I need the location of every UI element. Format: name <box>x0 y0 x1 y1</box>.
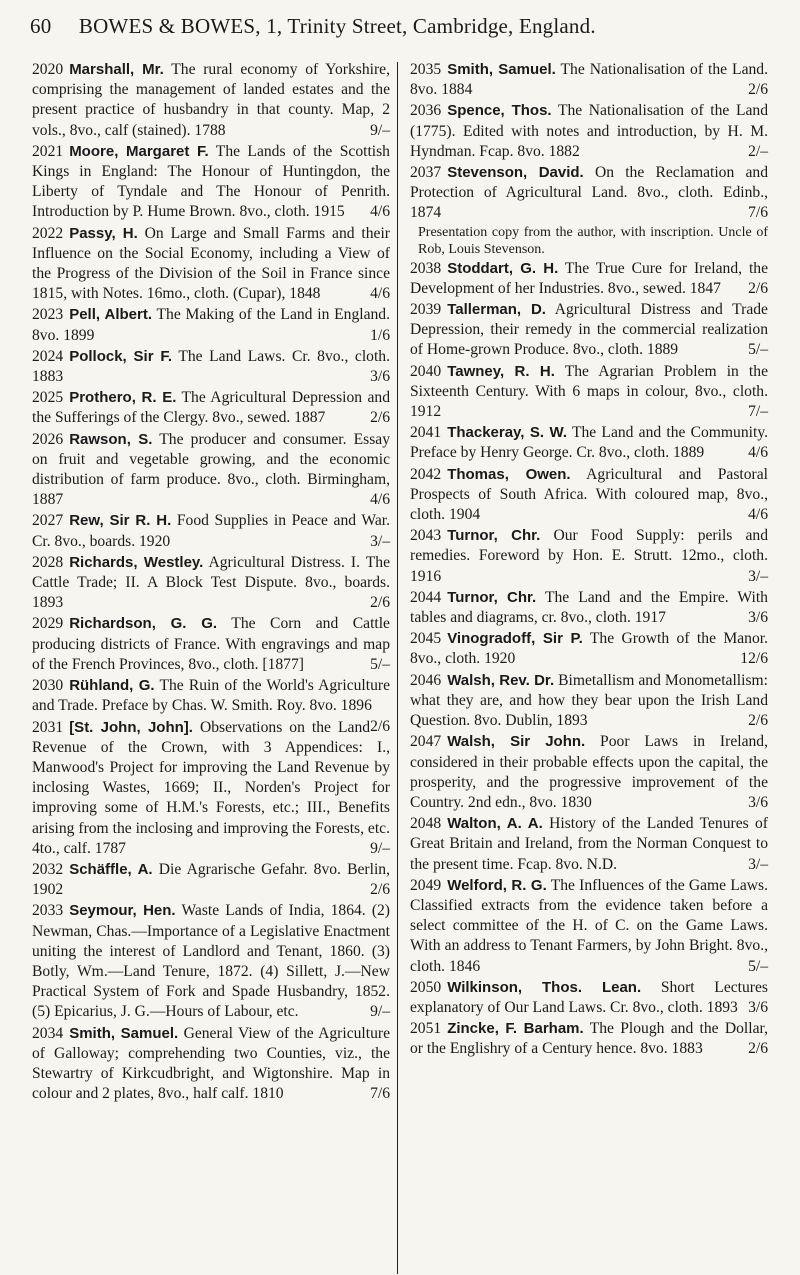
entry-author: Smith, Samuel. <box>69 1024 179 1042</box>
entry-author: Pollock, Sir F. <box>69 347 173 365</box>
entry-author: Walsh, Rev. Dr. <box>447 671 555 689</box>
entry-price: 9/– <box>370 839 390 857</box>
entry-price: 4/6 <box>370 203 390 221</box>
entry-author: Seymour, Hen. <box>69 902 176 920</box>
entry-number: 2038 <box>410 259 442 277</box>
entry-description: Food Supplies in Peace and War. Cr. 8vo., boards. 1920 <box>32 512 390 550</box>
entry-price: 4/6 <box>748 506 768 524</box>
entry-price: 2/6 <box>748 81 768 99</box>
catalogue-entry <box>32 347 390 387</box>
entry-price: 5/– <box>748 341 768 359</box>
entry-price: 3/6 <box>748 793 768 811</box>
left-column <box>32 60 390 1105</box>
catalogue-entry <box>32 901 390 1022</box>
entry-author: Moore, Margaret F. <box>69 142 209 160</box>
entry-number: 2029 <box>32 615 64 633</box>
catalogue-entry <box>410 362 768 423</box>
entry-price: 3/6 <box>748 998 768 1016</box>
entry-description: The Land and the Empire. With tables and diagrams, cr. 8vo., cloth. 1917 <box>410 588 768 627</box>
entry-author: Richardson, G. G. <box>69 615 218 633</box>
entry-author: Wilkinson, Thos. Lean. <box>447 978 642 996</box>
entry-description: The Plough and the Dollar, or the Englishry of a Century hence. 8vo. 1883 <box>410 1020 768 1058</box>
running-title: BOWES & BOWES, 1, Trinity Street, Cambridge, England. <box>78 14 596 38</box>
entry-price: 9/– <box>370 1003 390 1021</box>
entry-description: The Agrarian Problem in the Sixteenth Century. With 6 maps in colour, 8vo., cloth. 1912 <box>410 362 768 421</box>
entry-author: Tawney, R. H. <box>447 362 555 380</box>
entry-note: Presentation copy from the author, with inscription. Uncle of Rob, Louis Stevenson. <box>418 224 768 257</box>
entry-author: Vinogradoff, Sir P. <box>447 630 583 648</box>
entry-price: 12/6 <box>740 650 768 668</box>
entry-description: Die Agrarische Gefahr. 8vo. Berlin, 1902 <box>32 860 390 899</box>
entry-author: Richards, Westley. <box>69 553 204 571</box>
entry-author: Thackeray, S. W. <box>447 424 568 442</box>
catalogue-entry <box>410 423 768 463</box>
entry-price: 7/– <box>748 403 768 421</box>
entry-author: Pell, Albert. <box>69 306 153 324</box>
entry-number: 2036 <box>410 102 442 120</box>
entry-price: 2/6 <box>370 717 390 735</box>
catalogue-entry <box>410 588 768 628</box>
entry-number: 2051 <box>410 1020 442 1038</box>
catalogue-entry <box>32 860 390 900</box>
entry-description: Agricultural and Pastoral Prospects of South Africa. With coloured map, 8vo., cloth. 1904 <box>410 465 768 524</box>
entry-author: [St. John, John]. <box>69 718 193 736</box>
entry-number: 2043 <box>410 527 442 545</box>
catalogue-entry <box>32 305 390 345</box>
entry-price: 3/– <box>370 532 390 550</box>
entry-author: Walton, A. A. <box>447 815 543 833</box>
entry-author: Thomas, Owen. <box>447 465 571 483</box>
entry-number: 2046 <box>410 671 442 689</box>
entry-price: 7/6 <box>748 204 768 222</box>
entry-number: 2048 <box>410 815 442 833</box>
entry-description: Agricultural Distress and Trade Depression, their remedy in the commercial realization of Home-grown Produce. 8vo., cloth. 1889 <box>410 301 768 359</box>
entry-description: The Ruin of the World's Agriculture and Trade. Preface by Chas. W. Smith. Roy. 8vo. 1896 <box>32 677 390 715</box>
entry-description: Waste Lands of India, 1864. (2) Newman, Chas.—Importance of a Legislative Enactment uniting the interest of Landlord and Tenant, 1860. (3) Botly, Wm.—Land Tenure, 1872. (4) Sillett, J.—New Practical System of Fork and Spade Husbandry, 1852. (5) Epicarius, J. G.—Hours of Labour, etc. <box>32 902 390 1021</box>
catalogue-entry <box>32 553 390 614</box>
catalogue-entry <box>410 465 768 526</box>
catalogue-entry <box>32 142 390 223</box>
catalogue-entry <box>410 526 768 587</box>
entry-number: 2031 <box>32 718 64 736</box>
catalogue-entry <box>410 300 768 361</box>
entry-description: On Large and Small Farms and their Influence on the Social Economy, including a View of the Progress of the Division of the Soil in France since 1815, with Notes. 16mo., cloth. (Cupar), 1848 <box>32 224 390 303</box>
column-divider <box>397 62 398 1274</box>
entry-description: The Land and the Community. Preface by Henry George. Cr. 8vo., cloth. 1889 <box>410 424 769 462</box>
catalogue-entry <box>410 259 768 299</box>
entry-description: Our Food Supply: perils and remedies. Foreword by Hon. E. Strutt. 12mo., cloth. 1916 <box>410 527 768 585</box>
entry-description: The Lands of the Scottish Kings in England: The Honour of Huntingdon, the Liberty of Tyndale and The Honour of Penrith. Introduction by P. Hume Brown. 8vo., cloth. 1915 <box>32 142 390 221</box>
entry-description: History of the Landed Tenures of Great Britain and Ireland, from the Norman Conquest to the present time. Fcap. 8vo. N.D. <box>410 815 768 873</box>
entry-number: 2025 <box>32 389 64 407</box>
running-header <box>30 14 780 39</box>
right-column <box>410 60 768 1061</box>
entry-description: The Making of the Land in England. 8vo. 1899 <box>32 306 390 344</box>
entry-number: 2047 <box>410 733 442 751</box>
entry-price: 3/– <box>748 567 768 585</box>
entry-description: Poor Laws in Ireland, considered in their probable effects upon the capital, the prosperity, and the progressive improvement of the Country. 2nd edn., 8vo. 1830 <box>410 733 768 811</box>
entry-number: 2049 <box>410 876 442 894</box>
entry-number: 2034 <box>32 1024 64 1042</box>
entry-number: 2021 <box>32 142 64 160</box>
entry-price: 2/6 <box>370 594 390 612</box>
entry-author: Rawson, S. <box>69 430 153 448</box>
entry-author: Marshall, Mr. <box>69 61 164 78</box>
catalogue-entry <box>32 430 390 511</box>
entry-number: 2040 <box>410 362 442 380</box>
entry-price: 2/6 <box>748 1040 768 1058</box>
entry-number: 2024 <box>32 347 64 365</box>
catalogue-entry <box>32 224 390 305</box>
entry-number: 2022 <box>32 224 64 242</box>
entry-author: Passy, H. <box>69 224 138 242</box>
entry-description: The Growth of the Manor. 8vo., cloth. 1920 <box>410 630 768 668</box>
entry-description: Short Lectures explanatory of Our Land Laws. Cr. 8vo., cloth. 1893 <box>410 978 768 1016</box>
entry-description: Observations on the Land Revenue of the Crown, with 3 Appendices: I., Manwood's Project for improving the Land Revenue by inclosing Wastes, 1669; II., Norden's Project for improving some of H.M.'s Forests, etc.; III., Benefits arising from the inclosing and improving the Forests, etc. 4to., calf. 1787 <box>32 718 390 857</box>
catalogue-entry <box>410 629 768 669</box>
entry-price: 4/6 <box>748 444 768 462</box>
entry-description: On the Reclamation and Protection of Agricultural Land. 8vo., cloth. Edinb., 1874 <box>410 164 768 222</box>
catalogue-entry <box>32 60 390 141</box>
catalogue-entry <box>32 614 390 675</box>
catalogue-entry <box>410 163 768 258</box>
entry-number: 2033 <box>32 902 64 920</box>
entry-price: 4/6 <box>370 285 390 303</box>
entry-author: Prothero, R. E. <box>69 389 177 407</box>
catalogue-entry <box>32 388 390 428</box>
entry-description: The Land Laws. Cr. 8vo., cloth. 1883 <box>32 347 390 386</box>
entry-description: General View of the Agriculture of Galloway; comprehending two Counties, viz., the Stewartry of Kirkcudbright, and Wigtonshire. Map in colour and 2 plates, 8vo., half calf. 1810 <box>32 1024 390 1103</box>
catalogue-entry <box>32 718 390 859</box>
catalogue-entry <box>410 60 768 100</box>
catalogue-entry <box>410 101 768 162</box>
entry-price: 3/– <box>748 855 768 873</box>
entry-author: Zincke, F. Barham. <box>447 1020 584 1038</box>
entry-description: The True Cure for Ireland, the Development of her Industries. 8vo., sewed. 1847 <box>410 259 768 297</box>
entry-price: 7/6 <box>370 1085 390 1103</box>
entry-author: Spence, Thos. <box>447 102 552 120</box>
entry-author: Rew, Sir R. H. <box>69 512 172 530</box>
entry-number: 2026 <box>32 430 64 448</box>
entry-price: 5/– <box>370 655 390 673</box>
entry-description: The rural economy of Yorkshire, comprising the management of landed estates and the present practice of husbandry in that county. Map, 2 vols., 8vo., calf (stained). 1788 <box>32 61 390 139</box>
entry-price: 9/– <box>370 121 390 139</box>
entry-author: Stevenson, David. <box>447 164 584 182</box>
entry-price: 4/6 <box>370 491 390 509</box>
entry-number: 2037 <box>410 164 442 182</box>
entry-author: Turnor, Chr. <box>447 588 537 606</box>
catalogue-entry <box>410 1019 768 1059</box>
entry-author: Tallerman, D. <box>447 301 546 319</box>
entry-description: The Corn and Cattle producing districts of France. With engravings and map of the French Provinces, 8vo., cloth. [1877] <box>32 615 390 673</box>
entry-number: 2030 <box>32 677 64 695</box>
entry-description: The Nationalisation of the Land. 8vo. 1884 <box>410 61 768 99</box>
entry-price: 3/6 <box>748 609 768 627</box>
entry-number: 2027 <box>32 512 64 530</box>
entry-number: 2050 <box>410 978 442 996</box>
entry-description: Bimetallism and Monometallism: what they are, and how they bear upon the Irish Land Question. 8vo. Dublin, 1893 <box>410 671 768 730</box>
catalogue-entry <box>410 876 768 977</box>
entry-number: 2041 <box>410 424 442 442</box>
entry-price: 3/6 <box>370 368 390 386</box>
catalogue-entry <box>410 978 768 1018</box>
entry-number: 2045 <box>410 630 442 648</box>
catalogue-entry <box>32 511 390 551</box>
entry-price: 2/6 <box>370 409 390 427</box>
entry-description: Agricultural Distress. I. The Cattle Trade; II. A Block Test Dispute. 8vo., boards. 1893 <box>32 553 390 612</box>
entry-number: 2020 <box>32 61 64 78</box>
entry-description: The producer and consumer. Essay on fruit and vegetable growing, and the economic distribution of farm produce. 8vo., cloth. Birmingham, 1887 <box>32 430 390 509</box>
entry-description: The Agricultural Depression and the Sufferings of the Clergy. 8vo., sewed. 1887 <box>32 389 390 427</box>
entry-price: 2/– <box>748 142 768 160</box>
entry-number: 2044 <box>410 588 442 606</box>
catalogue-entry <box>410 732 768 813</box>
catalogue-entry <box>410 814 768 875</box>
entry-author: Walsh, Sir John. <box>447 733 586 751</box>
entry-author: Rühland, G. <box>69 677 155 695</box>
entry-description: The Influences of the Game Laws. Classified extracts from the evidence taken before a select committee of the H. of C. on the Game Laws. With an address to Tenant Farmers, by John Bright. 8vo., cloth. 1846 <box>410 876 768 975</box>
page-number: 60 <box>30 14 52 38</box>
entry-author: Welford, R. G. <box>447 876 547 894</box>
entry-price: 1/6 <box>370 326 390 344</box>
entry-number: 2042 <box>410 465 442 483</box>
entry-price: 5/– <box>748 957 768 975</box>
entry-number: 2039 <box>410 301 442 319</box>
entry-number: 2023 <box>32 306 64 324</box>
entry-author: Turnor, Chr. <box>447 527 541 545</box>
catalogue-entry <box>32 1024 390 1105</box>
entry-price: 2/6 <box>370 881 390 899</box>
entry-description: The Nationalisation of the Land (1775). Edited with notes and introduction, by H. M. Hyndman. Fcap. 8vo. 1882 <box>410 102 768 160</box>
entry-author: Schäffle, A. <box>69 860 153 878</box>
entry-number: 2035 <box>410 61 442 78</box>
entry-number: 2028 <box>32 553 64 571</box>
entry-price: 2/6 <box>748 279 768 297</box>
catalogue-entry <box>410 671 768 732</box>
entry-author: Stoddart, G. H. <box>447 259 559 277</box>
entry-price: 2/6 <box>748 712 768 730</box>
entry-number: 2032 <box>32 860 64 878</box>
entry-author: Smith, Samuel. <box>447 61 556 78</box>
